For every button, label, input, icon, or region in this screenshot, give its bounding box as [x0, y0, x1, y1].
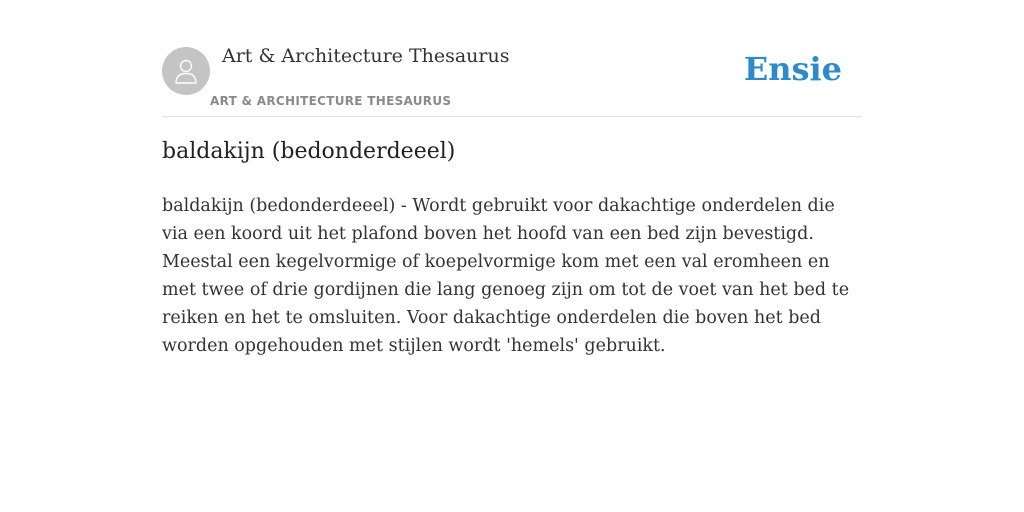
- page-container: [162, 0, 862, 356]
- entry-definition: baldakijn (bedonderdeeel) - Wordt gebruikt voor dakachtige onderdelen die via een koord uit het plafond boven het hoofd van een bed zijn bevestigd. Meestal een kegelvormige of koepelvormige kom met een val eromheen en met twee of drie gordijnen die lang genoeg zijn om tot de voet van het bed te reiken en het te omsluiten. Voor dakachtige onderdelen die boven het bed worden opgehouden met stijlen wordt 'hemels' gebruikt.: [162, 196, 850, 356]
- source-name-link[interactable]: Art & Architecture Thesaurus: [222, 45, 510, 67]
- entry-title: baldakijn (bedonderdeeel): [162, 139, 456, 164]
- source-header: [162, 0, 862, 117]
- source-subtitle-link[interactable]: ART & ARCHITECTURE THESAURUS: [210, 94, 452, 108]
- user-icon: [171, 56, 201, 86]
- ensie-logo[interactable]: Ensie: [743, 50, 842, 88]
- source-avatar[interactable]: [162, 47, 210, 95]
